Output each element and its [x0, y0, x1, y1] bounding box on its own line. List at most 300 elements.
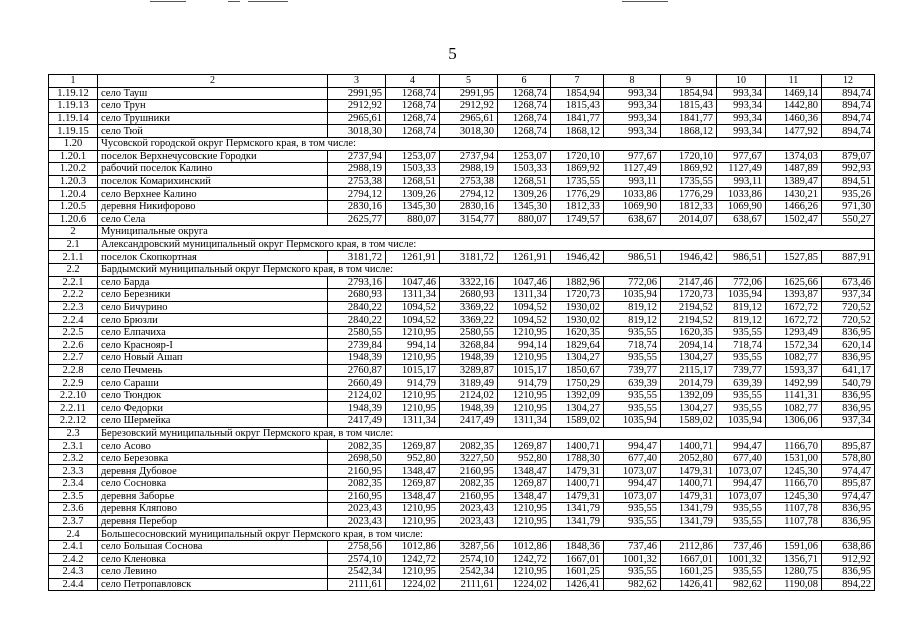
- value-cell: 1012,86: [386, 540, 440, 553]
- value-cell: 993,11: [604, 175, 661, 188]
- settlement-name: поселок Скопкортная: [98, 251, 328, 264]
- value-cell: 993,34: [604, 100, 661, 113]
- value-cell: 2753,38: [440, 175, 498, 188]
- value-cell: 1841,77: [661, 112, 717, 125]
- row-code: 1.19.13: [49, 100, 98, 113]
- row-code: 1.19.14: [49, 112, 98, 125]
- value-cell: 1268,51: [386, 175, 440, 188]
- table-row: [49, 125, 875, 138]
- value-cell: 720,52: [822, 301, 875, 314]
- row-code: 2.3.1: [49, 440, 98, 453]
- value-cell: 2830,16: [440, 200, 498, 213]
- value-cell: 772,06: [604, 276, 661, 289]
- value-cell: 1269,87: [498, 478, 551, 491]
- value-cell: 935,55: [604, 503, 661, 516]
- value-cell: 1033,86: [717, 188, 766, 201]
- value-cell: 1487,89: [766, 163, 822, 176]
- value-cell: 1948,39: [328, 402, 386, 415]
- value-cell: 2988,19: [328, 163, 386, 176]
- settlement-name: село Новый Ашап: [98, 352, 328, 365]
- value-cell: 982,62: [717, 578, 766, 591]
- value-cell: 1869,92: [661, 163, 717, 176]
- value-cell: 1166,70: [766, 478, 822, 491]
- value-cell: 2542,34: [440, 566, 498, 579]
- row-code: 2.3.6: [49, 503, 98, 516]
- value-cell: 2417,49: [440, 415, 498, 428]
- value-cell: 894,74: [822, 87, 875, 100]
- value-cell: 935,26: [822, 188, 875, 201]
- column-header: 12: [822, 75, 875, 88]
- settlement-name: село Асово: [98, 440, 328, 453]
- value-cell: 1869,92: [551, 163, 604, 176]
- value-cell: 1210,95: [386, 352, 440, 365]
- value-cell: 1466,26: [766, 200, 822, 213]
- value-cell: 1620,35: [551, 326, 604, 339]
- value-cell: 3268,84: [440, 339, 498, 352]
- row-code: 2.2.10: [49, 389, 98, 402]
- value-cell: 2580,55: [328, 326, 386, 339]
- value-cell: 1930,02: [551, 301, 604, 314]
- value-cell: 1107,78: [766, 503, 822, 516]
- row-code: 2.2.3: [49, 301, 98, 314]
- value-cell: 1812,33: [661, 200, 717, 213]
- value-cell: 2991,95: [440, 87, 498, 100]
- value-cell: 2698,50: [328, 452, 386, 465]
- value-cell: 1527,85: [766, 251, 822, 264]
- value-cell: 1127,49: [717, 163, 766, 176]
- row-code: 2.3.7: [49, 515, 98, 528]
- row-code: 2.3: [49, 427, 98, 440]
- value-cell: 540,79: [822, 377, 875, 390]
- section-row: [49, 263, 875, 276]
- value-cell: 1735,55: [661, 175, 717, 188]
- value-cell: 993,34: [604, 125, 661, 138]
- row-code: 2.2.2: [49, 289, 98, 302]
- value-cell: 1210,95: [498, 503, 551, 516]
- value-cell: 1047,46: [386, 276, 440, 289]
- value-cell: 677,40: [604, 452, 661, 465]
- value-cell: 1356,71: [766, 553, 822, 566]
- value-cell: 1345,30: [498, 200, 551, 213]
- value-cell: 1210,95: [498, 566, 551, 579]
- settlement-name: село Тюндюк: [98, 389, 328, 402]
- value-cell: 894,51: [822, 175, 875, 188]
- table-row: [49, 175, 875, 188]
- value-cell: 977,67: [604, 150, 661, 163]
- table-row: [49, 402, 875, 415]
- value-cell: 1430,21: [766, 188, 822, 201]
- value-cell: 2758,56: [328, 540, 386, 553]
- value-cell: 673,46: [822, 276, 875, 289]
- value-cell: 914,79: [386, 377, 440, 390]
- row-code: 2.4: [49, 528, 98, 541]
- value-cell: 836,95: [822, 326, 875, 339]
- value-cell: 1127,49: [604, 163, 661, 176]
- value-cell: 935,55: [604, 566, 661, 579]
- value-cell: 1268,74: [386, 100, 440, 113]
- row-code: 1.20: [49, 137, 98, 150]
- value-cell: 1589,02: [551, 415, 604, 428]
- value-cell: 992,93: [822, 163, 875, 176]
- value-cell: 2160,95: [440, 490, 498, 503]
- value-cell: 1073,07: [717, 490, 766, 503]
- value-cell: 1015,17: [498, 364, 551, 377]
- value-cell: 2111,61: [440, 578, 498, 591]
- section-row: [49, 238, 875, 251]
- value-cell: 993,34: [717, 125, 766, 138]
- settlement-name: село Сараши: [98, 377, 328, 390]
- value-cell: 1094,52: [386, 301, 440, 314]
- section-title: Бардымский муниципальный округ Пермского края, в том числе:: [98, 263, 875, 276]
- settlement-name: село Брюзли: [98, 314, 328, 327]
- value-cell: 836,95: [822, 503, 875, 516]
- value-cell: 1210,95: [386, 515, 440, 528]
- value-cell: 2014,07: [661, 213, 717, 226]
- table-row: [49, 339, 875, 352]
- row-code: 2.3.5: [49, 490, 98, 503]
- section-title: Большесосновский муниципальный округ Пермского края, в том числе:: [98, 528, 875, 541]
- value-cell: 986,51: [717, 251, 766, 264]
- value-cell: 977,67: [717, 150, 766, 163]
- value-cell: 677,40: [717, 452, 766, 465]
- value-cell: 894,74: [822, 125, 875, 138]
- value-cell: 2574,10: [328, 553, 386, 566]
- value-cell: 819,12: [604, 301, 661, 314]
- table-row: [49, 289, 875, 302]
- value-cell: 1393,87: [766, 289, 822, 302]
- settlement-name: село Бичурино: [98, 301, 328, 314]
- column-header: 2: [98, 75, 328, 88]
- value-cell: 2912,92: [440, 100, 498, 113]
- value-cell: 1069,90: [717, 200, 766, 213]
- settlement-name: село Большая Соснова: [98, 540, 328, 553]
- value-cell: 1245,30: [766, 465, 822, 478]
- section-row: [49, 528, 875, 541]
- settlement-name: село Шермейка: [98, 415, 328, 428]
- value-cell: 1815,43: [661, 100, 717, 113]
- settlement-name: село Трун: [98, 100, 328, 113]
- value-cell: 836,95: [822, 566, 875, 579]
- settlement-name: поселок Верхнечусовские Городки: [98, 150, 328, 163]
- value-cell: 1268,74: [498, 87, 551, 100]
- column-header: 10: [717, 75, 766, 88]
- value-cell: 1868,12: [551, 125, 604, 138]
- value-cell: 1829,64: [551, 339, 604, 352]
- value-cell: 994,14: [498, 339, 551, 352]
- value-cell: 935,55: [604, 352, 661, 365]
- value-cell: 2023,43: [328, 515, 386, 528]
- settlement-name: село Краснояр-I: [98, 339, 328, 352]
- row-code: 2.2: [49, 263, 98, 276]
- settlement-name: село Тауш: [98, 87, 328, 100]
- value-cell: 1268,51: [498, 175, 551, 188]
- value-cell: 1210,95: [498, 352, 551, 365]
- value-cell: 2052,80: [661, 452, 717, 465]
- value-cell: 2988,19: [440, 163, 498, 176]
- value-cell: 638,86: [822, 540, 875, 553]
- value-cell: 1672,72: [766, 314, 822, 327]
- row-code: 2.4.3: [49, 566, 98, 579]
- value-cell: 2194,52: [661, 314, 717, 327]
- row-code: 1.20.6: [49, 213, 98, 226]
- value-cell: 1503,33: [386, 163, 440, 176]
- value-cell: 1460,36: [766, 112, 822, 125]
- value-cell: 2160,95: [328, 465, 386, 478]
- value-cell: 3227,50: [440, 452, 498, 465]
- value-cell: 2574,10: [440, 553, 498, 566]
- row-code: 2.2.9: [49, 377, 98, 390]
- value-cell: 2760,87: [328, 364, 386, 377]
- value-cell: 2124,02: [328, 389, 386, 402]
- value-cell: 880,07: [498, 213, 551, 226]
- section-title: Александровский муниципальный округ Пермского края, в том числе:: [98, 238, 875, 251]
- row-code: 1.20.3: [49, 175, 98, 188]
- settlement-name: село Сосновка: [98, 478, 328, 491]
- value-cell: 1400,71: [551, 440, 604, 453]
- value-cell: 1841,77: [551, 112, 604, 125]
- table-row: [49, 213, 875, 226]
- value-cell: 1268,74: [498, 112, 551, 125]
- value-cell: 1107,78: [766, 515, 822, 528]
- value-cell: 819,12: [717, 314, 766, 327]
- value-cell: 935,55: [717, 515, 766, 528]
- value-cell: 718,74: [717, 339, 766, 352]
- value-cell: 1047,46: [498, 276, 551, 289]
- value-cell: 1035,94: [717, 415, 766, 428]
- column-header: 8: [604, 75, 661, 88]
- row-code: 1.20.2: [49, 163, 98, 176]
- value-cell: 1073,07: [604, 490, 661, 503]
- value-cell: 1311,34: [498, 415, 551, 428]
- value-cell: 1667,01: [661, 553, 717, 566]
- value-cell: 2115,17: [661, 364, 717, 377]
- value-cell: 887,91: [822, 251, 875, 264]
- value-cell: 1720,10: [661, 150, 717, 163]
- value-cell: 1946,42: [661, 251, 717, 264]
- value-cell: 894,74: [822, 112, 875, 125]
- row-code: 2.1.1: [49, 251, 98, 264]
- value-cell: 1269,87: [498, 440, 551, 453]
- value-cell: 3369,22: [440, 301, 498, 314]
- value-cell: 550,27: [822, 213, 875, 226]
- value-cell: 879,07: [822, 150, 875, 163]
- value-cell: 1073,07: [717, 465, 766, 478]
- value-cell: 836,95: [822, 515, 875, 528]
- value-cell: 638,67: [717, 213, 766, 226]
- value-cell: 2840,22: [328, 314, 386, 327]
- value-cell: 1620,35: [661, 326, 717, 339]
- value-cell: 935,55: [717, 326, 766, 339]
- column-header: 5: [440, 75, 498, 88]
- table-row: [49, 276, 875, 289]
- row-code: 2.2.7: [49, 352, 98, 365]
- value-cell: 1304,27: [661, 402, 717, 415]
- settlement-name: поселок Комарихинский: [98, 175, 328, 188]
- value-cell: 2794,12: [440, 188, 498, 201]
- value-cell: 1492,99: [766, 377, 822, 390]
- value-cell: 3287,56: [440, 540, 498, 553]
- value-cell: 2991,95: [328, 87, 386, 100]
- value-cell: 2912,92: [328, 100, 386, 113]
- value-cell: 1601,25: [661, 566, 717, 579]
- value-cell: 739,77: [604, 364, 661, 377]
- table-row: [49, 465, 875, 478]
- table-row: [49, 503, 875, 516]
- settlement-name: село Тюй: [98, 125, 328, 138]
- value-cell: 1389,47: [766, 175, 822, 188]
- table-row: [49, 112, 875, 125]
- row-code: 2.2.5: [49, 326, 98, 339]
- value-cell: 2793,16: [328, 276, 386, 289]
- settlement-name: деревня Никифорово: [98, 200, 328, 213]
- value-cell: 937,34: [822, 289, 875, 302]
- value-cell: 1750,29: [551, 377, 604, 390]
- value-cell: 1374,03: [766, 150, 822, 163]
- value-cell: 3154,77: [440, 213, 498, 226]
- value-cell: 1503,33: [498, 163, 551, 176]
- value-cell: 1210,95: [386, 326, 440, 339]
- table-row: [49, 100, 875, 113]
- value-cell: 1776,29: [551, 188, 604, 201]
- settlement-name: деревня Кляпово: [98, 503, 328, 516]
- value-cell: 1268,74: [386, 87, 440, 100]
- value-cell: 1948,39: [440, 352, 498, 365]
- value-cell: 2840,22: [328, 301, 386, 314]
- value-cell: 895,87: [822, 440, 875, 453]
- value-cell: 993,34: [717, 112, 766, 125]
- value-cell: 1253,07: [386, 150, 440, 163]
- table-row: [49, 415, 875, 428]
- value-cell: 2680,93: [328, 289, 386, 302]
- value-cell: 994,47: [604, 440, 661, 453]
- value-cell: 3018,30: [328, 125, 386, 138]
- section-row: [49, 226, 875, 239]
- settlement-name: село Трушники: [98, 112, 328, 125]
- column-header: 3: [328, 75, 386, 88]
- value-cell: 737,46: [604, 540, 661, 553]
- value-cell: 994,47: [717, 440, 766, 453]
- table-row: [49, 163, 875, 176]
- table-row: [49, 364, 875, 377]
- value-cell: 2094,14: [661, 339, 717, 352]
- value-cell: 1479,31: [551, 465, 604, 478]
- value-cell: 1001,32: [717, 553, 766, 566]
- value-cell: 1082,77: [766, 352, 822, 365]
- value-cell: 1479,31: [551, 490, 604, 503]
- value-cell: 1268,74: [386, 112, 440, 125]
- value-cell: 2023,43: [440, 515, 498, 528]
- table-row: [49, 150, 875, 163]
- value-cell: 639,39: [717, 377, 766, 390]
- value-cell: 2965,61: [328, 112, 386, 125]
- value-cell: 1210,95: [386, 503, 440, 516]
- value-cell: 1348,47: [498, 465, 551, 478]
- row-code: 2.3.2: [49, 452, 98, 465]
- value-cell: 894,22: [822, 578, 875, 591]
- value-cell: 620,14: [822, 339, 875, 352]
- settlement-name: деревня Перебор: [98, 515, 328, 528]
- value-cell: 1210,95: [498, 402, 551, 415]
- row-code: 2.1: [49, 238, 98, 251]
- table-row: [49, 87, 875, 100]
- value-cell: 1392,09: [551, 389, 604, 402]
- tariff-table: [48, 74, 875, 591]
- value-cell: 1261,91: [498, 251, 551, 264]
- value-cell: 3322,16: [440, 276, 498, 289]
- value-cell: 2753,38: [328, 175, 386, 188]
- value-cell: 1268,74: [386, 125, 440, 138]
- value-cell: 720,52: [822, 314, 875, 327]
- column-header: 6: [498, 75, 551, 88]
- row-code: 2.2.11: [49, 402, 98, 415]
- section-title: Березовский муниципальный округ Пермского края, в том числе:: [98, 427, 875, 440]
- value-cell: 836,95: [822, 402, 875, 415]
- value-cell: 1400,71: [551, 478, 604, 491]
- row-code: 2: [49, 226, 98, 239]
- row-code: 2.3.3: [49, 465, 98, 478]
- value-cell: 1720,73: [661, 289, 717, 302]
- value-cell: 952,80: [498, 452, 551, 465]
- value-cell: 1593,37: [766, 364, 822, 377]
- value-cell: 3189,49: [440, 377, 498, 390]
- value-cell: 1531,00: [766, 452, 822, 465]
- row-code: 1.20.1: [49, 150, 98, 163]
- value-cell: 982,62: [604, 578, 661, 591]
- table-row: [49, 478, 875, 491]
- row-code: 1.19.15: [49, 125, 98, 138]
- settlement-name: село Федорки: [98, 402, 328, 415]
- table-row: [49, 553, 875, 566]
- value-cell: 718,74: [604, 339, 661, 352]
- value-cell: 739,77: [717, 364, 766, 377]
- value-cell: 1304,27: [551, 352, 604, 365]
- value-cell: 1082,77: [766, 402, 822, 415]
- value-cell: 1210,95: [386, 566, 440, 579]
- table-row: [49, 314, 875, 327]
- table-row: [49, 301, 875, 314]
- table-row: [49, 515, 875, 528]
- value-cell: 2124,02: [440, 389, 498, 402]
- settlement-name: село Петропавловск: [98, 578, 328, 591]
- value-cell: 3369,22: [440, 314, 498, 327]
- value-cell: 1392,09: [661, 389, 717, 402]
- value-cell: 1348,47: [386, 465, 440, 478]
- row-code: 1.20.5: [49, 200, 98, 213]
- settlement-name: село Верхнее Калино: [98, 188, 328, 201]
- value-cell: 3289,87: [440, 364, 498, 377]
- value-cell: 639,39: [604, 377, 661, 390]
- value-cell: 1477,92: [766, 125, 822, 138]
- value-cell: 2625,77: [328, 213, 386, 226]
- value-cell: 2680,93: [440, 289, 498, 302]
- value-cell: 2112,86: [661, 540, 717, 553]
- value-cell: 1269,87: [386, 440, 440, 453]
- row-code: 2.2.12: [49, 415, 98, 428]
- table-row: [49, 566, 875, 579]
- value-cell: 1224,02: [386, 578, 440, 591]
- value-cell: 880,07: [386, 213, 440, 226]
- value-cell: 1948,39: [328, 352, 386, 365]
- value-cell: 935,55: [604, 515, 661, 528]
- value-cell: 993,11: [717, 175, 766, 188]
- table-row: [49, 440, 875, 453]
- value-cell: 3018,30: [440, 125, 498, 138]
- value-cell: 1400,71: [661, 440, 717, 453]
- value-cell: 2082,35: [440, 478, 498, 491]
- value-cell: 1854,94: [551, 87, 604, 100]
- value-cell: 641,17: [822, 364, 875, 377]
- settlement-name: село Печмень: [98, 364, 328, 377]
